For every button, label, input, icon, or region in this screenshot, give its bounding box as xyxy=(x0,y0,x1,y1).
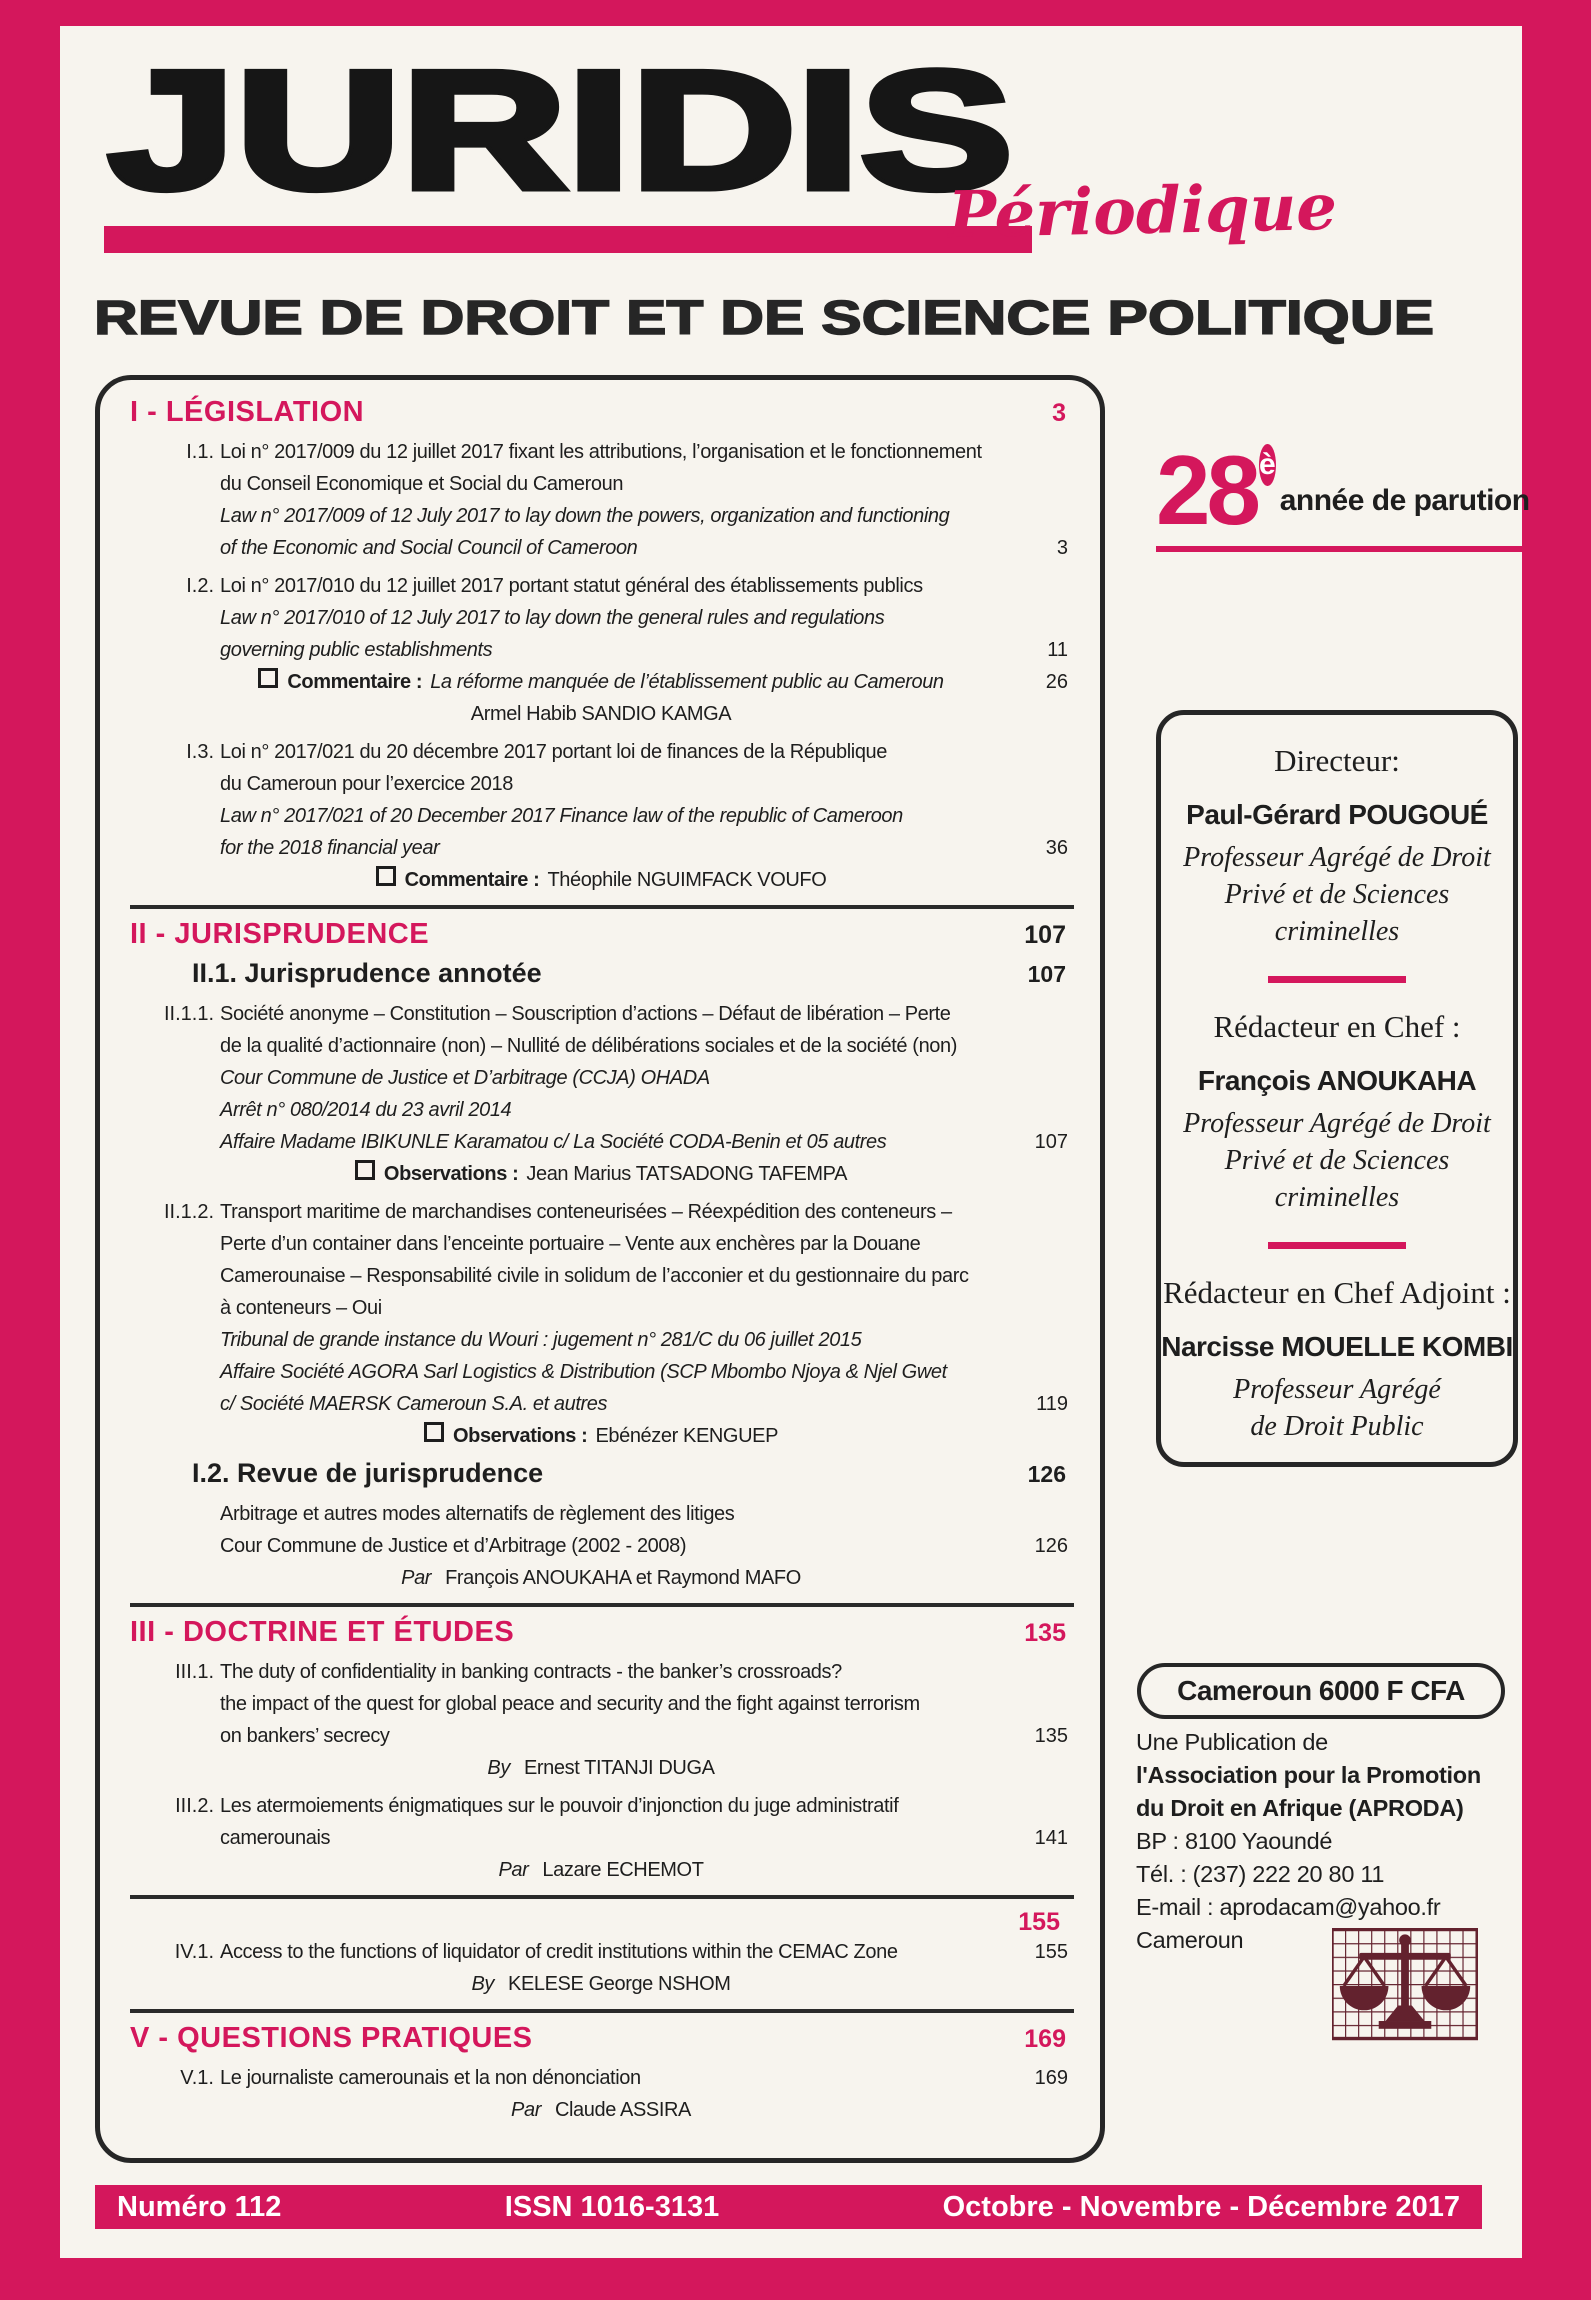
entry-line xyxy=(220,2094,1074,2126)
heading-page-number: 169 xyxy=(1024,2025,1066,2053)
entry-line-text: François ANOUKAHA et Raymond MAFO xyxy=(445,1567,801,1589)
byline-prefix: By xyxy=(487,1757,510,1779)
entry-line xyxy=(220,436,1074,468)
toc-entry xyxy=(130,1656,1074,1784)
toc-divider xyxy=(130,1603,1074,1607)
entry-line-text: on bankers’ secrecy xyxy=(220,1725,390,1747)
entry-body xyxy=(220,1196,1074,1452)
entry-line xyxy=(220,698,1074,730)
heading-page-number: 126 xyxy=(1027,1461,1066,1487)
staff-description-line: Privé et de Sciences xyxy=(1224,1145,1450,1176)
edition-badge xyxy=(1156,435,1530,552)
entry-line xyxy=(220,1196,1074,1228)
entry-number xyxy=(130,1498,220,1594)
heading-label: II - JURISPRUDENCE xyxy=(130,918,430,950)
masthead-title-text: JURIDIS xyxy=(108,42,1013,220)
entry-line xyxy=(220,1530,1074,1562)
entry-label: Observations : xyxy=(383,1163,519,1185)
price-badge: Cameroun 6000 F CFA xyxy=(1137,1663,1505,1719)
toc-subheading xyxy=(192,1458,1074,1494)
staff-description-line: criminelles xyxy=(1274,916,1400,947)
entry-line xyxy=(220,666,1074,698)
entry-line-text: Claude ASSIRA xyxy=(554,2099,691,2121)
checkbox-icon xyxy=(376,866,396,886)
heading-page-number: 135 xyxy=(1024,1619,1066,1647)
staff-description-line: criminelles xyxy=(1274,1182,1400,1213)
entry-body xyxy=(220,1656,1074,1784)
issue-number: Numéro 112 xyxy=(117,2190,282,2223)
toc-section-page-number: 155 xyxy=(1018,1908,1060,1936)
publisher-line: du Droit en Afrique (APRODA) xyxy=(1136,1795,1464,1821)
entry-number: I.1. xyxy=(186,441,214,463)
toc-divider xyxy=(130,1895,1074,1899)
entry-page-number: 3 xyxy=(1056,537,1068,559)
toc-entry xyxy=(130,1790,1074,1886)
entry-line xyxy=(220,998,1074,1030)
entry-line xyxy=(220,1720,1074,1752)
entry-line-text: camerounais xyxy=(220,1827,331,1849)
entry-line-text: Société anonyme – Constitution – Souscription d’actions – Défaut de libération – Perte xyxy=(220,1003,951,1025)
publisher-line: BP : 8100 Yaoundé xyxy=(1136,1828,1333,1854)
entry-line-text: Tribunal de grande instance du Wouri : jugement n° 281/C du 06 juillet 2015 xyxy=(220,1329,862,1351)
entry-line xyxy=(220,1324,1074,1356)
staff-member-description xyxy=(1161,1371,1513,1445)
entry-page-number: 119 xyxy=(1036,1393,1068,1415)
entry-line xyxy=(220,864,1074,896)
entry-line-text: for the 2018 financial year xyxy=(220,837,440,859)
entry-body xyxy=(220,998,1074,1190)
entry-number: II.1.1. xyxy=(163,1003,214,1025)
entry-label: Commentaire : xyxy=(287,671,423,693)
toc-subheading xyxy=(192,958,1074,994)
masthead-title xyxy=(106,42,1034,225)
toc-entry xyxy=(130,570,1074,730)
entry-body xyxy=(220,1498,1074,1594)
entry-label: Observations : xyxy=(452,1425,588,1447)
edition-ordinal-suffix: è xyxy=(1259,444,1276,486)
entry-line xyxy=(220,1292,1074,1324)
entry-line-text: the impact of the quest for global peace and security and the fight against terrorism xyxy=(220,1693,920,1715)
staff-role-title: Rédacteur en Chef : xyxy=(1213,1009,1461,1044)
entry-page-number: 36 xyxy=(1045,837,1068,859)
toc-section-heading xyxy=(130,2022,1074,2058)
entry-line xyxy=(220,1562,1074,1594)
entry-line xyxy=(220,1752,1074,1784)
entry-line-text: c/ Société MAERSK Cameroun S.A. et autres xyxy=(220,1393,608,1415)
entry-line-text: Transport maritime de marchandises conteneurisées – Réexpédition des conteneurs – xyxy=(220,1201,952,1223)
checkbox-icon xyxy=(258,668,278,688)
table-of-contents-box xyxy=(95,375,1105,2163)
checkbox-icon xyxy=(424,1422,444,1442)
entry-line xyxy=(220,1936,1074,1968)
entry-line-text: La réforme manquée de l’établissement public au Cameroun xyxy=(430,671,944,693)
subtitle-svg xyxy=(92,288,1444,346)
entry-label: Commentaire : xyxy=(404,869,540,891)
entry-line xyxy=(220,1030,1074,1062)
juridis-logo xyxy=(106,42,1034,220)
masthead-underline-bar xyxy=(104,226,1032,253)
entry-line xyxy=(220,1158,1074,1190)
staff-separator xyxy=(1268,976,1406,983)
entry-page-number: 169 xyxy=(1034,2067,1068,2089)
entry-line-text: Law n° 2017/009 of 12 July 2017 to lay down the powers, organization and functioning xyxy=(220,505,950,527)
entry-line-text: Loi n° 2017/021 du 20 décembre 2017 portant loi de finances de la République xyxy=(220,741,888,763)
entry-line xyxy=(220,1388,1074,1420)
entry-page-number: 107 xyxy=(1034,1131,1068,1153)
entry-line-text: Théophile NGUIMFACK VOUFO xyxy=(547,869,827,891)
checkbox-icon xyxy=(355,1160,375,1180)
entry-body xyxy=(220,1790,1074,1886)
entry-line-text: Arbitrage et autres modes alternatifs de règlement des litiges xyxy=(220,1503,735,1525)
staff-description-line: Privé et de Sciences xyxy=(1224,879,1450,910)
toc-entry xyxy=(130,2062,1074,2126)
toc-entry xyxy=(130,436,1074,564)
entry-number: IV.1. xyxy=(174,1941,214,1963)
toc-entry xyxy=(130,1498,1074,1594)
entry-line xyxy=(220,468,1074,500)
entry-line xyxy=(220,1126,1074,1158)
publisher-line: Tél. : (237) 222 20 80 11 xyxy=(1136,1861,1385,1887)
scales-of-justice-icon xyxy=(1332,1928,1478,2042)
entry-line xyxy=(220,1656,1074,1688)
editorial-staff-box xyxy=(1156,710,1518,1467)
staff-description-line: Professeur Agrégé de Droit xyxy=(1183,1108,1491,1139)
byline-prefix: Par xyxy=(401,1567,432,1589)
entry-line-text: Access to the functions of liquidator of credit institutions within the CEMAC Zone xyxy=(220,1941,898,1963)
entry-line-text: Ebénézer KENGUEP xyxy=(595,1425,779,1447)
entry-number: I.3. xyxy=(186,741,214,763)
entry-line-text: Cour Commune de Justice et D’arbitrage (CCJA) OHADA xyxy=(220,1067,710,1089)
heading-label: I.2. Revue de jurisprudence xyxy=(192,1458,544,1488)
entry-line-text: Cour Commune de Justice et d’Arbitrage (2002 - 2008) xyxy=(220,1535,687,1557)
toc-divider xyxy=(130,905,1074,909)
entry-line-text: governing public establishments xyxy=(220,639,493,661)
publisher-line: Une Publication de xyxy=(1136,1729,1328,1755)
masthead-script-word: Périodique xyxy=(947,169,1338,254)
byline-prefix: Par xyxy=(511,2099,541,2121)
entry-line-text: KELESE George NSHOM xyxy=(508,1973,731,1995)
entry-line xyxy=(220,1688,1074,1720)
byline-prefix: Par xyxy=(498,1859,529,1881)
issue-period: Octobre - Novembre - Décembre 2017 xyxy=(942,2190,1460,2223)
entry-page-number: 135 xyxy=(1034,1725,1068,1747)
entry-body xyxy=(220,736,1074,896)
publisher-line: Cameroun xyxy=(1136,1927,1244,1953)
entry-line xyxy=(220,1260,1074,1292)
entry-line-text: du Cameroun pour l’exercice 2018 xyxy=(220,773,513,795)
staff-description-line: de Droit Public xyxy=(1250,1411,1424,1442)
entry-line-text: Loi n° 2017/010 du 12 juillet 2017 portant statut général des établissements publics xyxy=(220,575,923,597)
issn: ISSN 1016-3131 xyxy=(504,2190,720,2223)
entry-line xyxy=(220,1062,1074,1094)
publisher-line: l'Association pour la Promotion xyxy=(1136,1762,1481,1788)
entry-number: II.1.2. xyxy=(163,1201,214,1223)
edition-badge-rule xyxy=(1156,546,1522,552)
entry-line xyxy=(220,602,1074,634)
toc-section-heading xyxy=(130,918,1074,954)
staff-role-title: Directeur: xyxy=(1274,743,1400,778)
entry-line-text: Les atermoiements énigmatiques sur le pouvoir d’injonction du juge administratif xyxy=(220,1795,899,1817)
subtitle-text: REVUE DE DROIT ET DE SCIENCE POLITIQUE xyxy=(94,292,1434,345)
toc-entry xyxy=(130,1936,1074,2000)
heading-label: V - QUESTIONS PRATIQUES xyxy=(130,2022,533,2054)
entry-page-number: 126 xyxy=(1034,1535,1068,1557)
entry-page-number: 26 xyxy=(1045,671,1068,693)
heading-label: II.1. Jurisprudence annotée xyxy=(192,958,542,988)
entry-line xyxy=(220,1968,1074,2000)
entry-line-text: Jean Marius TATSADONG TAFEMPA xyxy=(526,1163,848,1185)
entry-line-text: Law n° 2017/021 of 20 December 2017 Finance law of the republic of Cameroon xyxy=(220,805,903,827)
staff-description-line: Professeur Agrégé xyxy=(1233,1374,1441,1405)
entry-page-number: 155 xyxy=(1034,1941,1068,1963)
entry-line-text: Ernest TITANJI DUGA xyxy=(523,1757,715,1779)
edition-label: année de parution xyxy=(1279,484,1530,517)
entry-line-text: Le journaliste camerounais et la non dénonciation xyxy=(220,2067,641,2089)
entry-number: III.2. xyxy=(175,1795,214,1817)
entry-line-text: Affaire Société AGORA Sarl Logistics & Distribution (SCP Mbombo Njoya & Njel Gwet xyxy=(220,1361,947,1383)
publisher-info xyxy=(1136,1726,1522,1957)
staff-member-description xyxy=(1161,1105,1513,1216)
publisher-line: E-mail : aprodacam@yahoo.fr xyxy=(1136,1894,1441,1920)
entry-line-text: Perte d’un container dans l’enceinte portuaire – Vente aux enchères par la Douane xyxy=(220,1233,921,1255)
staff-member-name: Narcisse MOUELLE KOMBI xyxy=(1161,1331,1513,1362)
entry-line xyxy=(220,736,1074,768)
entry-line-text: à conteneurs – Oui xyxy=(220,1297,382,1319)
staff-role-title: Rédacteur en Chef Adjoint : xyxy=(1163,1275,1511,1310)
entry-line xyxy=(220,2062,1074,2094)
heading-page-number: 3 xyxy=(1052,399,1066,427)
entry-line xyxy=(220,832,1074,864)
entry-body xyxy=(220,436,1074,564)
footer-bar xyxy=(95,2185,1482,2229)
heading-label: I - LÉGISLATION xyxy=(130,396,365,428)
entry-line xyxy=(220,1228,1074,1260)
toc-entry xyxy=(130,736,1074,896)
entry-line-text: Affaire Madame IBIKUNLE Karamatou c/ La Société CODA-Benin et 05 autres xyxy=(220,1131,887,1153)
entry-number: III.1. xyxy=(175,1661,214,1683)
toc-entry xyxy=(130,1196,1074,1452)
entry-line-text: de la qualité d’actionnaire (non) – Nullité de délibérations sociales et de la société (non) xyxy=(220,1035,957,1057)
entry-line-text: du Conseil Economique et Social du Cameroun xyxy=(220,473,624,495)
edition-number: 28 xyxy=(1156,435,1258,545)
staff-separator xyxy=(1268,1242,1406,1249)
entry-line xyxy=(220,1094,1074,1126)
entry-body xyxy=(220,570,1074,730)
entry-line xyxy=(220,1854,1074,1886)
entry-number: I.2. xyxy=(186,575,214,597)
edition-badge-row xyxy=(1156,435,1530,545)
entry-line xyxy=(220,570,1074,602)
toc-divider xyxy=(130,2009,1074,2013)
heading-label: III - DOCTRINE ET ÉTUDES xyxy=(130,1616,515,1648)
entry-line xyxy=(220,1790,1074,1822)
entry-line xyxy=(220,800,1074,832)
entry-line-text: Armel Habib SANDIO KAMGA xyxy=(470,703,732,725)
entry-line xyxy=(220,1498,1074,1530)
entry-body xyxy=(220,2062,1074,2126)
entry-body xyxy=(220,1936,1074,2000)
staff-member-name: François ANOUKAHA xyxy=(1197,1065,1477,1096)
toc-content xyxy=(130,396,1074,2126)
cover-paper xyxy=(60,26,1530,2258)
heading-page-number: 107 xyxy=(1027,961,1066,987)
masthead-subtitle xyxy=(92,288,1444,351)
entry-line-text: of the Economic and Social Council of Cameroon xyxy=(220,537,638,559)
entry-page-number: 11 xyxy=(1047,639,1068,661)
toc-section-heading xyxy=(130,1616,1074,1652)
entry-line xyxy=(220,1822,1074,1854)
staff-description-line: Professeur Agrégé de Droit xyxy=(1183,842,1491,873)
heading-page-number: 107 xyxy=(1024,921,1066,949)
entry-line-text: Arrêt n° 080/2014 du 23 avril 2014 xyxy=(220,1099,512,1121)
entry-line-text: Lazare ECHEMOT xyxy=(542,1859,704,1881)
entry-number: V.1. xyxy=(180,2067,214,2089)
aproda-logo xyxy=(1332,1928,1478,2047)
entry-page-number: 141 xyxy=(1034,1827,1068,1849)
entry-line-text: Loi n° 2017/009 du 12 juillet 2017 fixant les attributions, l’organisation et le fonctionnement xyxy=(220,441,982,463)
entry-line xyxy=(220,1420,1074,1452)
staff-member-description xyxy=(1161,839,1513,950)
entry-line xyxy=(220,1356,1074,1388)
entry-line-text: Law n° 2017/010 of 12 July 2017 to lay down the general rules and regulations xyxy=(220,607,885,629)
toc-entry xyxy=(130,998,1074,1190)
byline-prefix: By xyxy=(471,1973,495,1995)
entry-line xyxy=(220,500,1074,532)
entry-line xyxy=(220,768,1074,800)
entry-line xyxy=(220,532,1074,564)
entry-line-text: The duty of confidentiality in banking contracts - the banker’s crossroads? xyxy=(220,1661,842,1683)
toc-section-heading xyxy=(130,396,1074,432)
entry-line xyxy=(220,634,1074,666)
entry-line-text: Camerounaise – Responsabilité civile in solidum de l’acconier et du gestionnaire du parc xyxy=(220,1265,969,1287)
staff-member-name: Paul-Gérard POUGOUÉ xyxy=(1186,799,1488,830)
